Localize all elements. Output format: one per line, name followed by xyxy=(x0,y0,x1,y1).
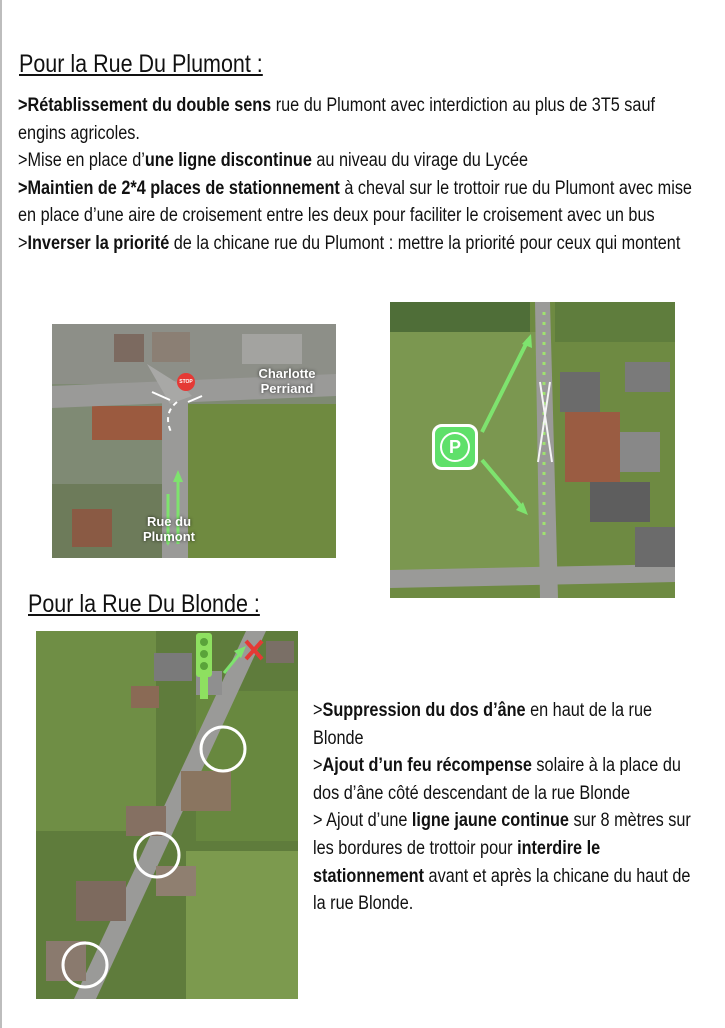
label-charlotte-perriand: Charlotte Perriand xyxy=(258,366,316,396)
intersection-map xyxy=(52,324,336,558)
stop-sign: STOP xyxy=(177,373,195,391)
parking-badge xyxy=(432,424,478,470)
page-edge xyxy=(0,0,2,1028)
section-title-blonde: Pour la Rue Du Blonde : xyxy=(28,590,260,618)
measure-feu-recompense: >Ajout d’un feu récompense solaire à la place du dos d’âne côté descendant de la rue Blonde xyxy=(313,755,681,804)
plumont-measures xyxy=(18,92,702,258)
label-rue-du-plumont: Rue du Plumont xyxy=(143,514,195,544)
blonde-measures xyxy=(313,697,706,918)
measure-ligne-discontinue: >Mise en place d’une ligne discontinue au niveau du virage du Lycée xyxy=(18,150,529,172)
parking-icon: P xyxy=(440,432,470,462)
measure-stationnement: >Maintien de 2*4 places de stationnement à cheval sur le trottoir rue du Plumont avec mise en place d’une aire de croisement entre les deux pour faciliter le croisement avec un bus xyxy=(18,177,692,227)
measure-dos-ane: >Suppression du dos d’âne en haut de la rue Blonde xyxy=(313,700,653,749)
section-title-plumont: Pour la Rue Du Plumont : xyxy=(19,50,263,78)
measure-double-sens: >Rétablissement du double sens rue du Plumont avec interdiction au plus de 3T5 sauf engins agricoles. xyxy=(18,95,656,144)
rue-blonde-aerial xyxy=(36,631,298,999)
rue-blonde-map xyxy=(36,631,298,999)
measure-ligne-jaune: > Ajout d’une ligne jaune continue sur 8 mètres sur les bordures de trottoir pour interdire le stationnement avant et après la chicane du haut de la rue Blonde. xyxy=(313,810,691,915)
measure-priorite: >Inverser la priorité de la chicane rue du Plumont : mettre la priorité pour ceux qui montent xyxy=(18,232,681,254)
